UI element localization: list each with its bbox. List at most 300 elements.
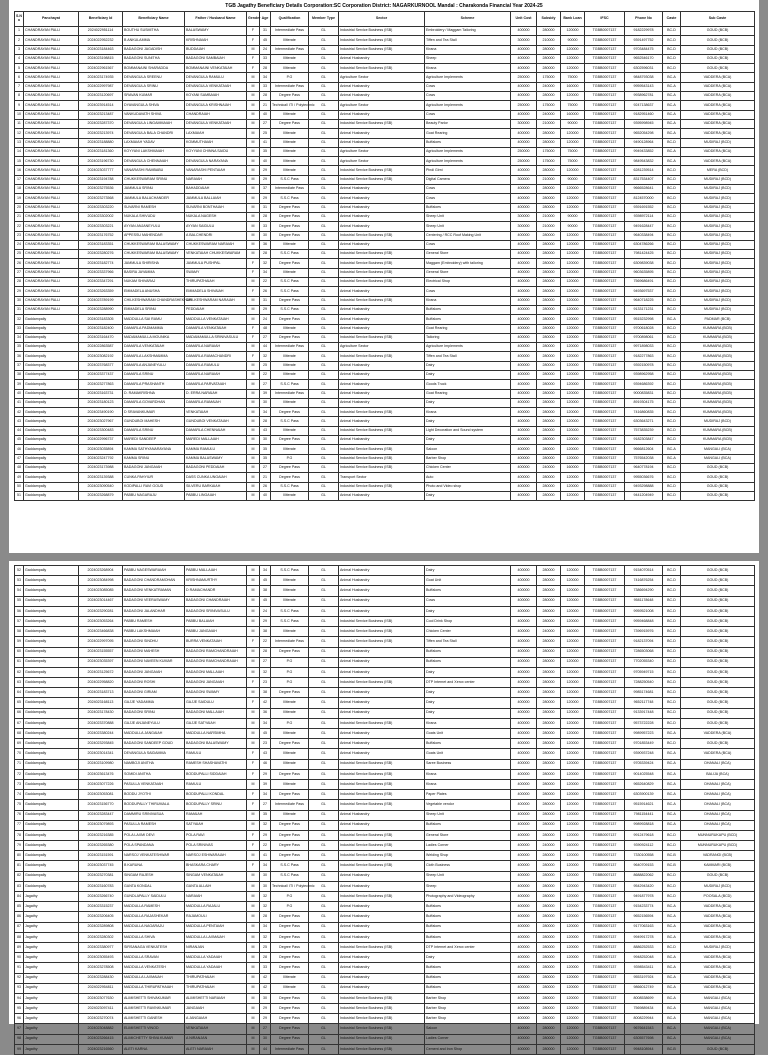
table-cell: VADDERA (BCA) [681,973,755,983]
table-cell: 120000 [561,268,585,277]
table-cell: TGBB0007137 [585,212,625,221]
table-cell: DEVANGULA SREENU [123,73,185,82]
table-cell: BC-D [663,616,681,626]
table-cell: GOUD (BCB) [681,64,755,73]
table-cell: M [247,454,260,463]
table-cell: Embroidery / Maggam Tailoring [425,27,511,36]
table-cell: PABBU JANGAIAH [185,627,247,637]
table-row [15,27,755,36]
table-cell: TGBB0007137 [585,657,625,667]
table-row [15,779,755,789]
table-cell: Animal Husbandry [339,491,425,500]
table-cell: 9542943420 [625,881,663,891]
table-cell: Chicken Center [425,463,511,472]
table-cell: Dairy [425,606,511,616]
table-cell: JAMMULA SHIRISHA [123,259,185,268]
table-cell: MUDIRAJ (BCD) [681,185,755,194]
column-header: S.N o [15,12,24,27]
table-row [15,212,755,221]
table-cell: Industrial Service Business (ISB) [339,454,425,463]
table-cell: 280000 [537,278,561,287]
table-cell: 34 [260,408,271,417]
table-cell: GL [309,983,339,993]
table-cell: B KARUNA [123,861,185,871]
table-cell: Gaddampally [24,637,79,647]
table-cell: 400000 [511,637,537,647]
table-cell: GL [309,820,339,830]
table-cell: 7569889434 [625,1004,663,1014]
table-cell: 210000 [537,175,561,184]
table-cell: TGBB0007137 [585,138,625,147]
table-cell: MADDULLA SAI RAMU [123,315,185,324]
table-cell: F [247,861,260,871]
table-cell: BURRA VENKATAIAH [185,637,247,647]
table-cell: KUMMARA (BCB) [681,426,755,435]
table-row [15,491,755,500]
table-cell: KUMMARA (BCB) [681,343,755,352]
table-cell: 9154070514 [625,566,663,576]
table-cell: SOMIDI ANITHA [123,769,185,779]
table-cell: GL [309,769,339,779]
table-row [15,259,755,268]
table-cell: DAMARLA SRINU [123,370,185,379]
table-cell: 30 [260,1034,271,1044]
table-cell: Photo and Video shop [425,482,511,491]
table-cell: 75 [15,800,24,810]
table-cell: 75000 [561,73,585,82]
table-cell: Illiterate [271,268,309,277]
table-cell: Digital Camera [425,175,511,184]
table-cell: DEVANGULA BALA CHANDRI [123,129,185,138]
table-cell: Transport Sector [339,473,425,482]
table-cell: JAMMULA SRINU [123,185,185,194]
table-cell: TGBB0007137 [585,718,625,728]
table-cell: Gaddampally [24,810,79,820]
table-cell: Animal Husbandry [339,398,425,407]
table-cell: 2024023789199 [79,296,123,305]
table-cell: 400000 [511,739,537,749]
table-cell: 2024023085085 [79,586,123,596]
table-cell: BADAGONI MALLAIAH [185,667,247,677]
table-cell: MANGALI (BCA) [681,445,755,454]
table-cell: 76 [15,810,24,820]
table-cell: 120000 [561,637,585,647]
table-cell: 50 [15,482,24,491]
table-cell: BADAGONI SWAMY [185,688,247,698]
column-header: Beneficiary Id [79,12,123,27]
table-row [15,231,755,240]
table-cell: 28 [260,953,271,963]
table-cell: 280000 [537,790,561,800]
table-cell: 400000 [511,194,537,203]
table-cell: Industrial Service Business (ISB) [339,759,425,769]
table-cell: Degree Pass [271,259,309,268]
table-row [15,222,755,231]
table-cell: 280000 [537,259,561,268]
table-cell: BC-D [663,942,681,952]
table-cell: GOUD (BCB) [681,616,755,626]
table-cell: 240000 [537,110,561,119]
table-cell: 30 [260,398,271,407]
table-cell: 38 [260,688,271,698]
table-cell: Technical/ ITI / Polytechnic [271,101,309,110]
table-cell: Animal Husbandry [339,912,425,922]
table-cell: 400000 [511,993,537,1003]
table-cell: 400000 [511,779,537,789]
table-cell: CHANDRAYAN PALLI [24,45,79,54]
table-cell: GL [309,110,339,119]
table-cell: PADMAR (BCB) [681,315,755,324]
table-cell: 2024023027967 [79,417,123,426]
table-cell: TGBB0007137 [585,129,625,138]
table-cell: M [247,129,260,138]
table-cell: Degree Pass [271,647,309,657]
table-cell: 2024023183351 [79,240,123,249]
table-row [15,749,755,759]
table-cell: M [247,175,260,184]
table-cell: Buffaloes [425,820,511,830]
table-cell: NUKALA NAGESH [185,212,247,221]
table-cell: 30 [260,436,271,445]
table-cell: Illiterate [271,110,309,119]
table-cell: 17 [15,175,24,184]
table-cell: BC-A [663,912,681,922]
table-cell: ALIMICHETTY SHIVA KUMAR [123,1034,185,1044]
table-cell: S.S.C Pass [271,871,309,881]
table-cell: VADDERA (BCA) [681,101,755,110]
table-cell: 280000 [537,305,561,314]
table-cell: M [247,881,260,891]
table-cell: VADDERA (BCA) [681,963,755,973]
table-cell: 2024023380244 [79,729,123,739]
table-cell: BC-D [663,657,681,667]
table-cell: 40 [15,389,24,398]
table-cell: NARAIAH [185,892,247,902]
table-cell: BC-A [663,1004,681,1014]
table-cell: THIRUPATHAIAH [185,278,247,287]
table-cell: 27 [260,119,271,128]
table-cell: MADDULLA LAXMAIAH [185,932,247,942]
table-cell: BC-D [663,482,681,491]
table-cell: General Store [425,268,511,277]
table-cell: TGBB0007137 [585,110,625,119]
table-cell: GOUD (BCB) [681,678,755,688]
table-cell: 2024023273568 [79,194,123,203]
table-cell: DEVANGULA NARAYANA [185,157,247,166]
table-cell: 14 [15,147,24,156]
table-cell: Buffaloes [425,912,511,922]
table-cell: 210000 [537,212,561,221]
table-header-row [15,12,755,27]
table-cell: GL [309,698,339,708]
table-cell: F [247,698,260,708]
table-cell: 29 [260,175,271,184]
table-cell: 120000 [561,1044,585,1054]
table-cell: 9676641543 [625,1024,663,1034]
table-cell: TGBB0007137 [585,463,625,472]
table-cell: Dairy [425,698,511,708]
table-cell: 2024023263359 [79,287,123,296]
table-cell: 2024023247792 [79,454,123,463]
table-cell: 120000 [561,333,585,342]
table-cell: BADAGONI SANDEEP GOUD [123,739,185,749]
table-cell: 2024023347291 [79,278,123,287]
table-cell: 31 [15,305,24,314]
table-cell: 7981424425 [625,250,663,259]
table-cell: 175000 [537,101,561,110]
table-cell: M [247,45,260,54]
table-cell: Animal Husbandry [339,698,425,708]
table-cell: 120000 [561,749,585,759]
table-cell: 400000 [511,667,537,677]
table-cell: Kirana [425,64,511,73]
table-cell: 400000 [511,841,537,851]
table-cell: 31 [260,203,271,212]
table-cell: 29 [260,166,271,175]
table-cell: Buffaloes [425,963,511,973]
table-cell: VADDERA (BCA) [681,147,755,156]
table-cell: KRISHNAIAH [185,36,247,45]
table-cell: Industrial Service Business (ISB) [339,27,425,36]
table-cell: Intermediate Pass [271,45,309,54]
table-cell: BADAGONI GIRIAM [123,688,185,698]
table-cell: 65 [15,698,24,708]
table-cell: 2024023213487 [79,110,123,119]
table-cell: GL [309,708,339,718]
table-row [15,657,755,667]
table-row [15,445,755,454]
table-cell: Gaddampally [24,790,79,800]
table-cell: 280000 [537,942,561,952]
table-cell: Illiterate [271,973,309,983]
table-cell: ALIMISHETTI SHIVAKUMAR [123,993,185,1003]
table-cell: 400000 [511,678,537,688]
table-cell: MADDULLA VENKATAIAH [185,315,247,324]
table-cell: Gaddampally [24,759,79,769]
table-cell: POOSALA (BCD) [681,892,755,902]
table-cell: MADDULLA RAMESH [123,902,185,912]
table-cell: 400000 [511,688,537,698]
table-cell: Beauty Parlor [425,119,511,128]
table-cell: SILVERU BARKAIAH [185,482,247,491]
table-cell: Maggam (Embroidery) with tailoring [425,259,511,268]
table-cell: Illiterate [271,426,309,435]
table-cell: TGBB0007137 [585,861,625,871]
table-cell: Jagathy [24,932,79,942]
table-cell: 51 [15,491,24,500]
table-cell: Cement and Iron Shop [425,1044,511,1054]
table-cell: BC-D [663,361,681,370]
table-cell: 2024023377437 [79,370,123,379]
table-cell: BUDDAIAH [185,45,247,54]
table-cell: 120000 [561,810,585,820]
table-cell: 26 [260,482,271,491]
table-cell: Gaddampally [24,426,79,435]
table-cell: DHANALI (BCA) [681,790,755,800]
table-cell: 48 [260,324,271,333]
table-cell: DHANALI (BCA) [681,779,755,789]
table-cell: BC-A [663,729,681,739]
table-cell: B ANKULAMMA [123,36,185,45]
table-cell: 120000 [561,380,585,389]
table-cell: BC-D [663,718,681,728]
table-cell: Animal Husbandry [339,361,425,370]
table-cell: 6303643271 [625,417,663,426]
table-cell: DAMARLA VENKATAIAH [185,324,247,333]
table-cell: 2024023182774 [79,259,123,268]
table-cell: GOUD (BCB) [681,27,755,36]
table-cell: BC-D [663,708,681,718]
table-cell: GOUD (BCB) [681,586,755,596]
table-cell: Animal Husbandry [339,739,425,749]
table-cell: 75000 [561,101,585,110]
table-cell: D. RAMAKRISHNA [123,389,185,398]
table-cell: Cool Drink Shop [425,616,511,626]
table-cell: 70 [15,749,24,759]
table-cell: GL [309,268,339,277]
table-cell: 400000 [511,370,537,379]
table-cell: KOYANI SAMBAIAH [185,92,247,101]
table-cell: 6 [15,73,24,82]
table-cell: TGBB0007137 [585,175,625,184]
table-cell: Animal Husbandry [339,92,425,101]
table-cell: S.S.C Pass [271,250,309,259]
table-row [15,1014,755,1024]
table-cell: Gaddampally [24,739,79,749]
table-cell: F [247,333,260,342]
table-cell: A BALCHENDRI [185,231,247,240]
table-cell: 9182229978 [625,27,663,36]
table-cell: VADDERA (BCA) [681,82,755,91]
table-cell: 9000835831 [625,389,663,398]
table-cell: BADAGONI CHANDRAIAH [185,596,247,606]
table-cell: 120000 [561,861,585,871]
table-cell: BC-A [663,454,681,463]
table-cell: 9705339424 [625,759,663,769]
table-cell: Kirana [425,769,511,779]
table-cell: TGBB0007137 [585,973,625,983]
table-cell: 2024023156770 [79,800,123,810]
table-cell: TGBB0007137 [585,54,625,63]
table-cell: 2 [15,36,24,45]
table-cell: M [247,408,260,417]
table-cell: 400000 [511,1034,537,1044]
table-row [15,759,755,769]
table-cell: BODDUPALLI KONDAL [185,790,247,800]
column-header: Gender [247,12,260,27]
table-cell: BALASWAMY [185,27,247,36]
table-cell: BC-A [663,963,681,973]
table-cell: M [247,101,260,110]
table-cell: CHANDRAYAN PALLI [24,54,79,63]
table-cell: EMMADELA SHIVAIAH [185,287,247,296]
table-row [15,566,755,576]
table-cell: Agriculture Implements [425,101,511,110]
table-cell: Animal Husbandry [339,647,425,657]
table-cell: 9912479618 [625,830,663,840]
table-cell: Animal Husbandry [339,305,425,314]
table-cell: 87 [15,922,24,932]
table-cell: 81 [15,861,24,871]
table-cell: Goat Rearing [425,324,511,333]
table-cell: TGBB0007137 [585,1024,625,1034]
table-cell: TGBB0007137 [585,222,625,231]
table-cell: KUMMARA (BCB) [681,352,755,361]
table-cell: 280000 [537,64,561,73]
table-cell: 83 [15,881,24,891]
table-cell: 9390937248 [625,749,663,759]
table-cell: VENKATAIAH [185,408,247,417]
table-cell: 120000 [561,194,585,203]
table-cell: Industrial Service Business (ISB) [339,482,425,491]
table-cell: GL [309,749,339,759]
table-cell: BC-D [663,576,681,586]
table-cell: GUNDUBOI MAHESH [123,417,185,426]
table-cell: 400000 [511,259,537,268]
table-cell: DEVANGULA RAMULU [185,73,247,82]
table-cell: Degree Pass [271,231,309,240]
table-cell: THIRUPATHAIAH [185,973,247,983]
table-cell: TGBB0007137 [585,739,625,749]
table-cell: 120000 [561,739,585,749]
column-header: Qualification [271,12,309,27]
table-cell: Tailoring [425,333,511,342]
table-cell: 44 [260,1044,271,1054]
table-cell: M [247,380,260,389]
table-cell: 280000 [537,361,561,370]
table-cell: DAMARLA VENKATAIAH [123,343,185,352]
table-cell: 6281239514 [625,166,663,175]
table-row [15,739,755,749]
table-cell: 29 [15,287,24,296]
column-header: Caste [663,12,681,27]
column-header: Sub Caste [681,12,755,27]
table-cell: GL [309,647,339,657]
table-cell: M [247,810,260,820]
table-cell: 120000 [561,718,585,728]
table-cell: 29 [260,769,271,779]
table-cell: BC-D [663,370,681,379]
table-cell: 58 [15,627,24,637]
table-row [15,922,755,932]
table-cell: M [247,973,260,983]
table-cell: 59 [15,637,24,647]
table-cell: 23 [260,739,271,749]
table-cell: 9154233774 [625,902,663,912]
table-row [15,380,755,389]
table-cell: 280000 [537,324,561,333]
table-cell: DAMARLA SRINU [123,426,185,435]
table-cell: Illiterate [271,166,309,175]
table-cell: Illiterate [271,240,309,249]
table-cell: 32 [260,820,271,830]
table-cell: BC-D [663,667,681,677]
table-cell: GL [309,586,339,596]
table-cell: BC-D [663,841,681,851]
table-cell: Jagathy [24,1034,79,1044]
table-row [15,45,755,54]
table-cell: BC-D [663,698,681,708]
table-cell: Illiterate [271,36,309,45]
table-cell: F [247,769,260,779]
table-cell: 2024023120697 [79,92,123,101]
table-cell: CHUKKESWARAM SRINU [123,175,185,184]
table-cell: 64 [15,688,24,698]
table-cell: M [247,963,260,973]
table-cell: 7386694290 [625,586,663,596]
table-cell: 22 [15,222,24,231]
table-cell: GL [309,212,339,221]
